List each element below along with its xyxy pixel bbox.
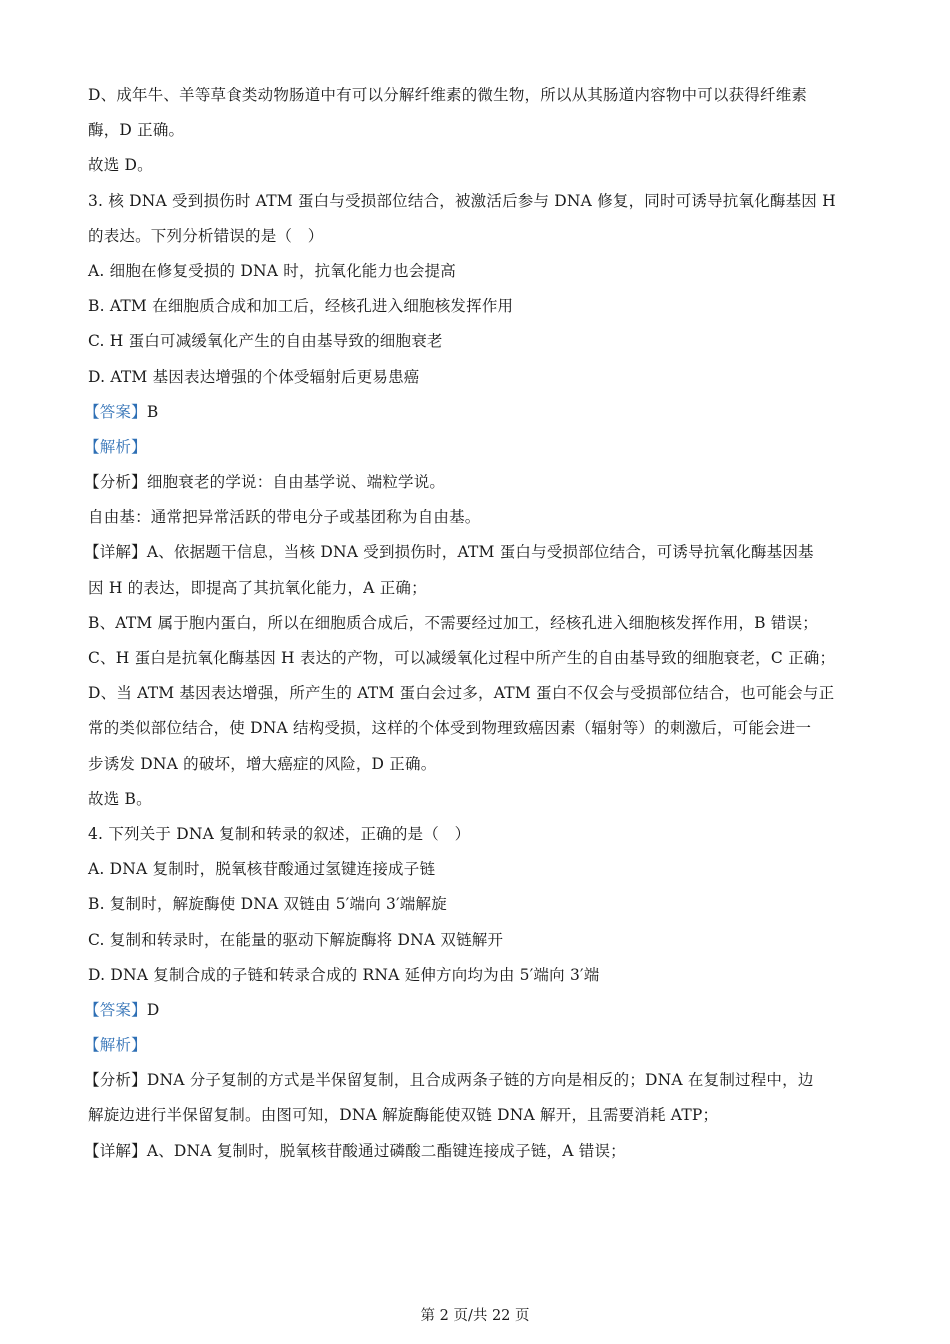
analysis-heading [84, 1028, 878, 1063]
option-b: B. 复制时，解旋酶使 DNA 双链由 5′端向 3′端解旋 [88, 895, 447, 914]
fenxi-text: DNA 分子复制的方式是半保留复制，且合成两条子链的方向是相反的；DNA 在复制过程中，边 [146, 1071, 814, 1090]
detail-text: A、依据题干信息，当核 DNA 受到损伤时，ATM 蛋白与受损部位结合，可诱导抗氧化酶基因基 [146, 543, 814, 562]
text-line: B、ATM 属于胞内蛋白，所以在细胞质合成后，不需要经过加工，经核孔进入细胞核发挥作用，B 错误； [88, 613, 818, 632]
answer-value: D [146, 1000, 160, 1019]
fenxi-tag: 【分析】 [84, 1071, 147, 1090]
question-3-stem-cont: 的表达。下列分析错误的是（ ） [88, 226, 324, 245]
option-c: C. 复制和转录时，在能量的驱动下解旋酶将 DNA 双链解开 [88, 930, 504, 949]
fenxi-tag: 【分析】 [84, 473, 147, 492]
text-line: 酶，D 正确。 [88, 121, 185, 140]
answer-tag: 【答案】 [84, 402, 147, 421]
answer-line [84, 993, 878, 1028]
page-footer: 第 2 页/共 22 页 [420, 1308, 530, 1324]
fenxi-line [84, 465, 878, 500]
answer-tag: 【答案】 [84, 1000, 147, 1019]
text-line: C、H 蛋白是抗氧化酶基因 H 表达的产物，可以减缓氧化过程中所产生的自由基导致的细胞衰老，C 正确； [88, 649, 836, 667]
text-line: 故选 D。 [88, 156, 153, 175]
option-c: C. H 蛋白可减缓氧化产生的自由基导致的细胞衰老 [88, 332, 443, 351]
text-line: D、成年牛、羊等草食类动物肠道中有可以分解纤维素的微生物，所以从其肠道内容物中可以获得纤维素 [88, 86, 808, 104]
text-line: 步诱发 DNA 的破坏，增大癌症的风险，D 正确。 [88, 754, 437, 773]
text-line: 因 H 的表达，即提高了其抗氧化能力，A 正确； [88, 578, 427, 597]
text-line: 自由基：通常把异常活跃的带电分子或基团称为自由基。 [88, 508, 481, 527]
option-a: A. DNA 复制时，脱氧核苷酸通过氢键连接成子链 [88, 860, 436, 879]
option-a: A. 细胞在修复受损的 DNA 时，抗氧化能力也会提高 [88, 261, 456, 280]
detail-line [84, 1134, 878, 1169]
document-page [84, 78, 878, 1169]
analysis-heading [84, 430, 878, 465]
fenxi-line [84, 1063, 878, 1098]
text-line: 常的类似部位结合，使 DNA 结构受损，这样的个体受到物理致癌因素（辐射等）的刺激后，可能会进一 [88, 719, 812, 738]
answer-line [84, 395, 878, 430]
fenxi-text: 细胞衰老的学说：自由基学说、端粒学说。 [146, 473, 446, 492]
text-line: D、当 ATM 基因表达增强，所产生的 ATM 蛋白会过多，ATM 蛋白不仅会与受损部位结合，也可能会与正 [88, 684, 835, 703]
detail-tag: 【详解】 [84, 1141, 147, 1160]
text-line: 解旋边进行半保留复制。由图可知，DNA 解旋酶能使双链 DNA 解开，且需要消耗 ATP； [88, 1106, 719, 1125]
detail-line [84, 535, 878, 570]
analysis-tag: 【解析】 [84, 437, 147, 456]
text-line: 故选 B。 [88, 789, 152, 808]
option-b: B. ATM 在细胞质合成和加工后，经核孔进入细胞核发挥作用 [88, 297, 514, 316]
answer-value: B [146, 402, 159, 421]
option-d: D. ATM 基因表达增强的个体受辐射后更易患癌 [88, 367, 420, 386]
detail-tag: 【详解】 [84, 543, 147, 562]
option-d: D. DNA 复制合成的子链和转录合成的 RNA 延伸方向均为由 5′端向 3′端 [88, 965, 600, 984]
question-3-stem: 3. 核 DNA 受到损伤时 ATM 蛋白与受损部位结合，被激活后参与 DNA 修复，同时可诱导抗氧化酶基因 H [88, 191, 836, 210]
question-4-stem: 4. 下列关于 DNA 复制和转录的叙述，正确的是（ ） [88, 824, 471, 843]
analysis-tag: 【解析】 [84, 1036, 147, 1055]
detail-text: A、DNA 复制时，脱氧核苷酸通过磷酸二酯键连接成子链，A 错误； [146, 1141, 626, 1160]
